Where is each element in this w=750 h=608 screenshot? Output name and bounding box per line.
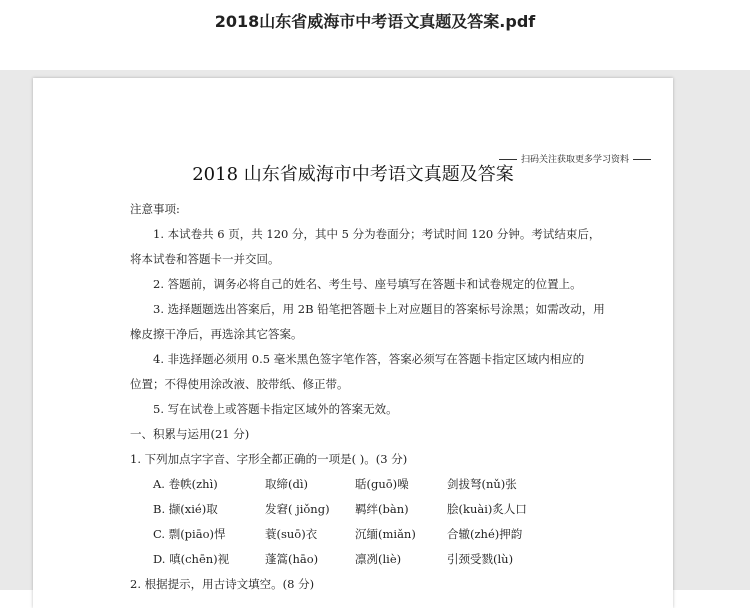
option-cell: A. 卷帙(zhì)	[153, 477, 218, 491]
qr-note-text: 扫码关注获取更多学习资料	[520, 155, 629, 165]
option-cell: 引颈受戮(lù)	[447, 552, 514, 566]
section-heading: 一、积累与运用(21 分)	[130, 427, 250, 441]
document-page	[33, 78, 673, 608]
option-cell: 取缔(dì)	[265, 477, 309, 491]
option-cell: 凛冽(liè)	[355, 552, 402, 566]
notice-3a: 3. 选择题题选出答案后，用 2B 铅笔把答题卡上对应题目的答案标号涂黑；如需改动，用	[153, 302, 605, 316]
option-cell: 合辙(zhé)押韵	[447, 527, 523, 541]
option-cell: 发窘( jiǒng)	[265, 502, 330, 516]
option-cell: 羁绊(bàn)	[355, 502, 409, 516]
option-cell: 聒(guō)噪	[355, 477, 409, 491]
notice-3b: 橡皮擦干净后，再选涂其它答案。	[130, 327, 303, 341]
option-cell: 沉缅(miǎn)	[355, 527, 416, 541]
notice-1b: 将本试卷和答题卡一并交回。	[130, 252, 280, 266]
option-cell: 蓑(suō)衣	[265, 527, 318, 541]
notice-4a: 4. 非选择题必须用 0.5 毫米黑色签字笔作答，答案必须写在答题卡指定区域内相应的	[153, 352, 585, 366]
question-1: 1. 下列加点字字音、字形全都正确的一项是( )。(3 分)	[130, 452, 408, 466]
document-title: 2018 山东省威海市中考语文真题及答案	[192, 164, 514, 185]
notice-1a: 1. 本试卷共 6 页，共 120 分，其中 5 分为卷面分；考试时间 120 分钟。考试结束后，	[153, 227, 601, 241]
option-cell: 脍(kuài)炙人口	[447, 502, 527, 516]
notice-5: 5. 写在试卷上或答题卡指定区域外的答案无效。	[153, 402, 398, 416]
option-cell: 蓬篙(hāo)	[265, 552, 319, 566]
document-viewer[interactable]	[0, 70, 750, 590]
option-cell: C. 剽(piāo)悍	[153, 527, 226, 541]
file-title: 2018山东省威海市中考语文真题及答案.pdf	[214, 12, 536, 31]
question-2: 2. 根据提示，用古诗文填空。(8 分)	[130, 577, 315, 591]
notice-heading: 注意事项:	[130, 202, 180, 216]
option-cell: D. 嗔(chēn)视	[153, 552, 230, 566]
option-cell: 剑拔弩(nǔ)张	[447, 477, 517, 491]
option-cell: B. 撷(xié)取	[153, 502, 218, 516]
viewer-header	[0, 0, 750, 70]
notice-2: 2. 答题前，调务必将自己的姓名、考生号、座号填写在答题卡和试卷规定的位置上。	[153, 277, 582, 291]
notice-4b: 位置；不得使用涂改液、胶带纸、修正带。	[130, 377, 349, 391]
